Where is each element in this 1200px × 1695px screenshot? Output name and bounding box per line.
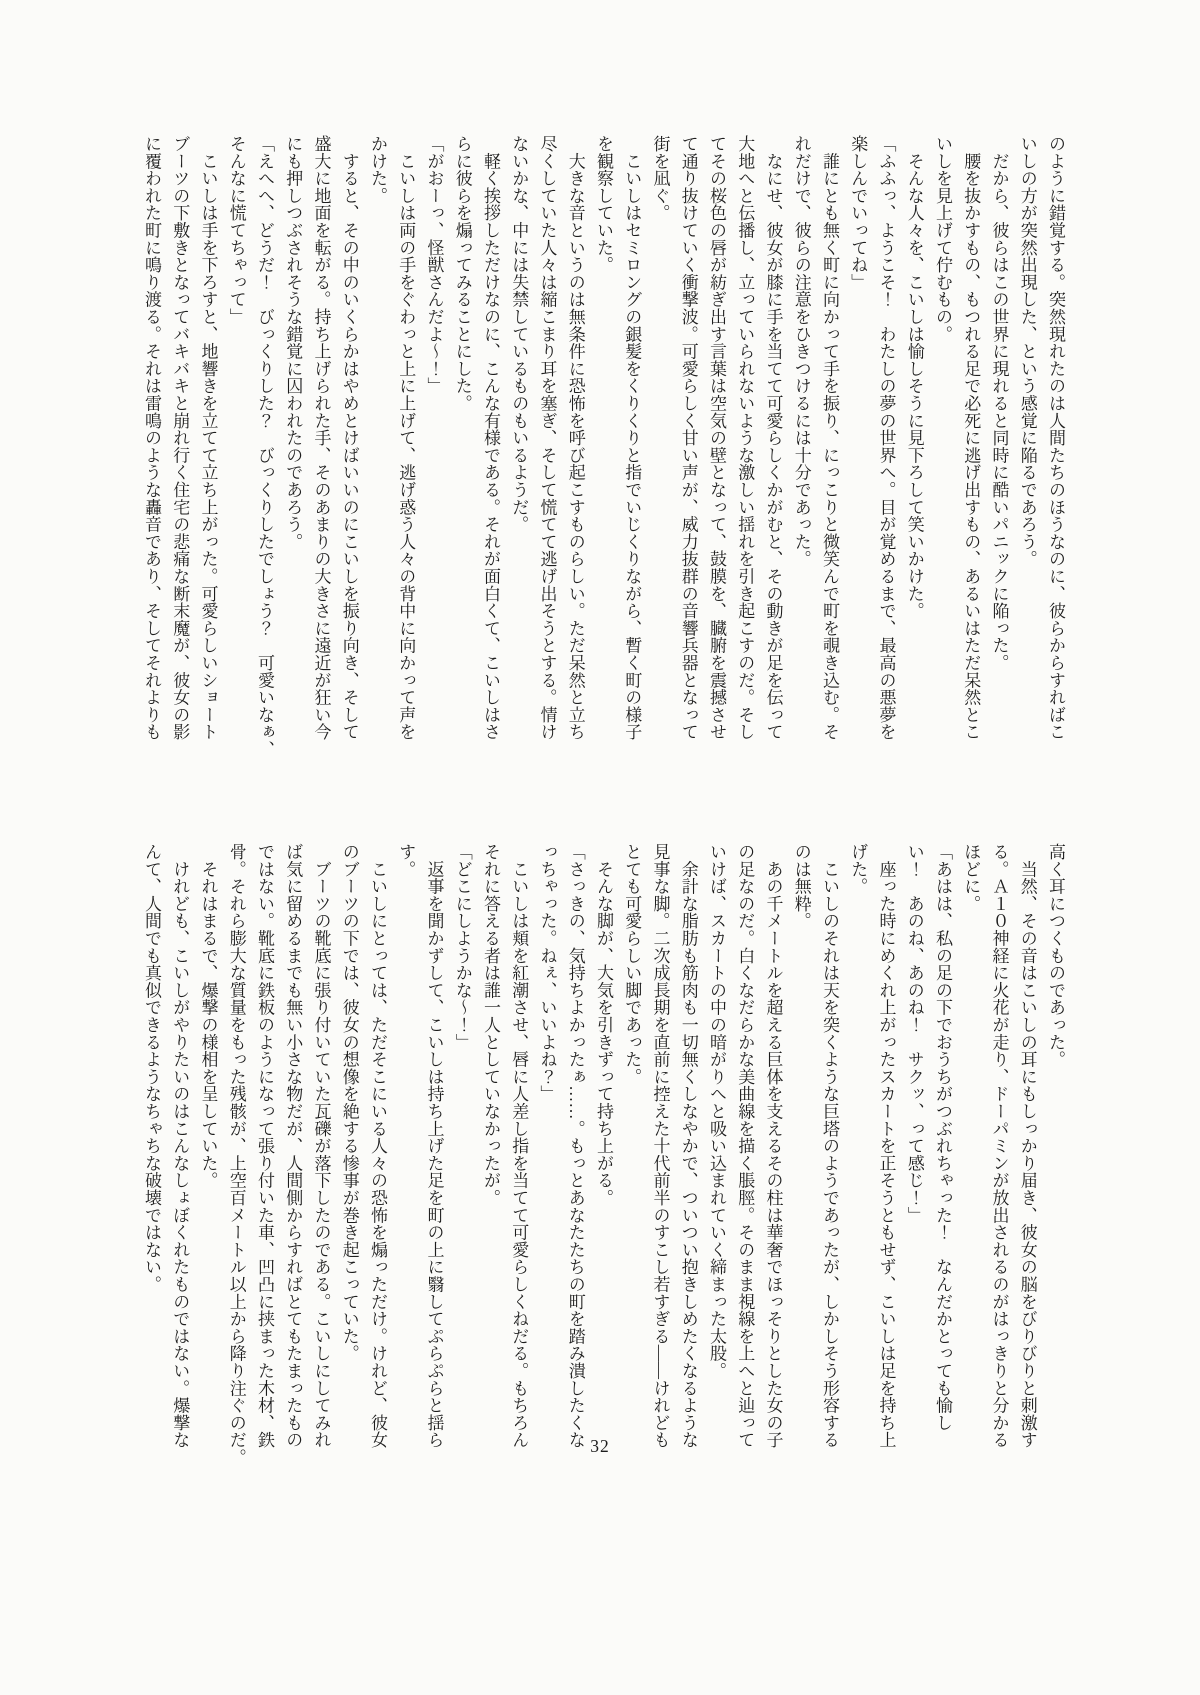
text-line: れだけで、彼らの注意をひきつけるには十分であった。 <box>791 135 811 568</box>
text-line: 余計な脂肪も筋肉も一切無くしなやかで、ついつい抱きしめたくなるような <box>678 843 698 1449</box>
text-line: のブーツの下では、彼女の想像を絶する惨事が巻き起こっていた。 <box>339 843 359 1362</box>
text-line: 骨。それら膨大な質量をもった残骸が、上空百メートル以上から降り注ぐのだ。 <box>226 843 246 1466</box>
text-line: こいしは両の手をぐわっと上に上げて、逃げ惑う人々の背中に向かって声を <box>396 135 416 741</box>
text-line: それに答える者は誰一人としていなかったが。 <box>481 843 500 1207</box>
text-line: 盛大に地面を転がる。持ち上げられた手、そのあまりの大きさに遠近が狂い今 <box>311 135 331 741</box>
text-line: 見事な脚。二次成長期を直前に控えた十代前半のすこし若すぎる――けれども <box>650 843 670 1449</box>
text-line: 軽く挨拶しただけなのに、こんな有様である。それが面白くて、こいしはさ <box>481 135 500 741</box>
text-line: ブーツの靴底に張り付いていた瓦礫が落下したのである。こいしにしてみれ <box>311 843 331 1449</box>
text-line: だから、彼らはこの世界に現れると同時に酷いパニックに陥った。 <box>989 135 1009 672</box>
text-line: それはまるで、爆撃の様相を呈していた。 <box>198 843 218 1189</box>
text-line: 楽しんでいってね」 <box>848 135 868 291</box>
text-line: なにせ、彼女が膝に手を当てて可愛らしくかがむと、その動きが足を伝って <box>763 135 783 741</box>
text-line: 「がおーっ、怪獣さんだよ～！」 <box>424 135 444 395</box>
text-line: 「ふふっ、ようこそ！ わたしの夢の世界へ。目が覚めるまで、最高の悪夢を <box>876 135 896 741</box>
text-line: 大きな音というのは無条件に恐怖を呼び起こすものらしい。ただ呆然と立ち <box>565 135 585 741</box>
text-line: にも押しつぶされそうな錯覚に囚われたのであろう。 <box>283 135 303 551</box>
text-line: い！ あのね、あのね！ サクッ、って感じ！」 <box>904 843 924 1224</box>
text-line: に覆われた町に鳴り渡る。それは雷鳴のような轟音であり、そしてそれよりも <box>142 135 161 741</box>
text-line: とても可愛らしい脚であった。 <box>622 843 642 1086</box>
text-line: いしを見上げて佇むもの。 <box>933 135 952 343</box>
text-line: 大地へと伝播し、立っていられないような激しい揺れを引き起こすのだ。そし <box>735 135 755 741</box>
text-line: こいしはセミロングの銀髪をくりくりと指でいじくりながら、暫く町の様子 <box>622 135 642 741</box>
text-line: げた。 <box>848 843 868 895</box>
text-line: てその桜色の唇が紡ぎ出す言葉は空気の壁となって、鼓膜を、臓腑を震撼させ <box>707 135 726 741</box>
text-line: 返事を聞かずして、こいしは持ち上げた足を町の上に翳してぷらぷらと揺ら <box>424 843 444 1449</box>
text-line: ほどに。 <box>961 843 981 913</box>
text-line: を観察していた。 <box>594 135 613 274</box>
text-line: ブーツの下敷きとなってバキバキと崩れ行く住宅の悲痛な断末魔が、彼女の影 <box>170 135 190 741</box>
text-line: る。Ａ１０神経に火花が走り、ドーパミンが放出されるのがはっきりと分かる <box>989 843 1009 1449</box>
text-line: 「さっきの、気持ちよかったぁ……。もっとあなたたちの町を踏み潰したくな <box>565 843 585 1449</box>
text-line: そんな人々を、こいしは愉しそうに見下ろして笑いかけた。 <box>904 135 924 620</box>
text-line: のは無粋。 <box>791 843 811 930</box>
text-line: こいしは頬を紅潮させ、唇に人差し指を当てて可愛らしくねだる。もちろん <box>509 843 529 1449</box>
text-line: ば気に留めるまでも無い小さな物だが、人間側からすればとてもたまったもの <box>283 843 303 1449</box>
text-line: 尽くしていた人々は縮こまり耳を塞ぎ、そして慌てて逃げ出そうとする。情け <box>537 135 557 741</box>
text-line: 誰にとも無く町に向かって手を振り、にっこりと微笑んで町を覗き込む。そ <box>820 135 839 741</box>
text-line: そんな脚が、大気を引きずって持ち上がる。 <box>594 843 613 1207</box>
text-line: いしの方が突然出現した、という感覚に陥るであろう。 <box>1017 135 1037 568</box>
text-line: んて、人間でも真似できるようなちゃちな破壊ではない。 <box>142 843 161 1293</box>
text-line: 当然、その音はこいしの耳にもしっかり届き、彼女の脳をびりびりと刺激す <box>1017 843 1037 1449</box>
text-line: こいしは手を下ろすと、地響きを立てて立ち上がった。可愛らしいショート <box>198 135 218 741</box>
text-line: の足なのだ。白くなだらかな美曲線を描く脹脛。そのまま視線を上へと辿って <box>735 843 755 1449</box>
text-line: 「あはは、私の足の下でおうちがつぶれちゃった！ なんだかとっても愉し <box>933 843 952 1432</box>
text-line: いけば、スカートの中の暗がりへと吸い込まれていく締まった太股。 <box>707 843 726 1380</box>
text-line: けれども、こいしがやりたいのはこんなしょぼくれたものではない。爆撃な <box>170 843 190 1449</box>
text-line: 高く耳につくものであった。 <box>1046 843 1065 1068</box>
text-line: ないかな、中には失禁しているものもいるようだ。 <box>509 135 529 533</box>
text-line: す。 <box>396 843 416 878</box>
bottom-text-block <box>137 843 1069 1468</box>
text-line: 腰を抜かすもの、もつれる足で必死に逃げ出すもの、あるいはただ呆然とこ <box>961 135 981 741</box>
text-line: のように錯覚する。突然現れたのは人間たちのほうなのに、彼らからすればこ <box>1046 135 1065 741</box>
top-text-block <box>137 135 1069 775</box>
text-line: ではない。靴底に鉄板のようになって張り付いた車、凹凸に挟まった木材、鉄 <box>255 843 274 1449</box>
text-line: すると、その中のいくらかはやめとけばいいのにこいしを振り向き、そして <box>339 135 359 741</box>
text-line: っちゃった。ねぇ、いいよね？」 <box>537 843 557 1103</box>
text-line: らに彼らを煽ってみることにした。 <box>452 135 472 412</box>
text-line: そんなに慌てちゃって」 <box>226 135 246 326</box>
page-number: 32 <box>590 1436 610 1456</box>
text-line: こいしのそれは天を突くような巨塔のようであったが、しかしそう形容する <box>820 843 839 1449</box>
text-line: 「えへへ、どうだ！ びっくりした？ びっくりしたでしょう？ 可愛いなぁ、 <box>255 135 274 758</box>
text-line: て通り抜けていく衝撃波。可愛らしく甘い声が、威力抜群の音響兵器となって <box>678 135 698 741</box>
text-line: 座った時にめくれ上がったスカートを正そうともせず、こいしは足を持ち上 <box>876 843 896 1449</box>
text-line: 街を凪ぐ。 <box>650 135 670 222</box>
text-line: 「どこにしようかな～！」 <box>452 843 472 1051</box>
text-line: こいしにとっては、ただそこにいる人々の恐怖を煽っただけ。けれど、彼女 <box>368 843 387 1449</box>
text-line: あの千メートルを超える巨体を支えるその柱は華奢でほっそりとした女の子 <box>763 843 783 1449</box>
text-line: かけた。 <box>368 135 387 205</box>
